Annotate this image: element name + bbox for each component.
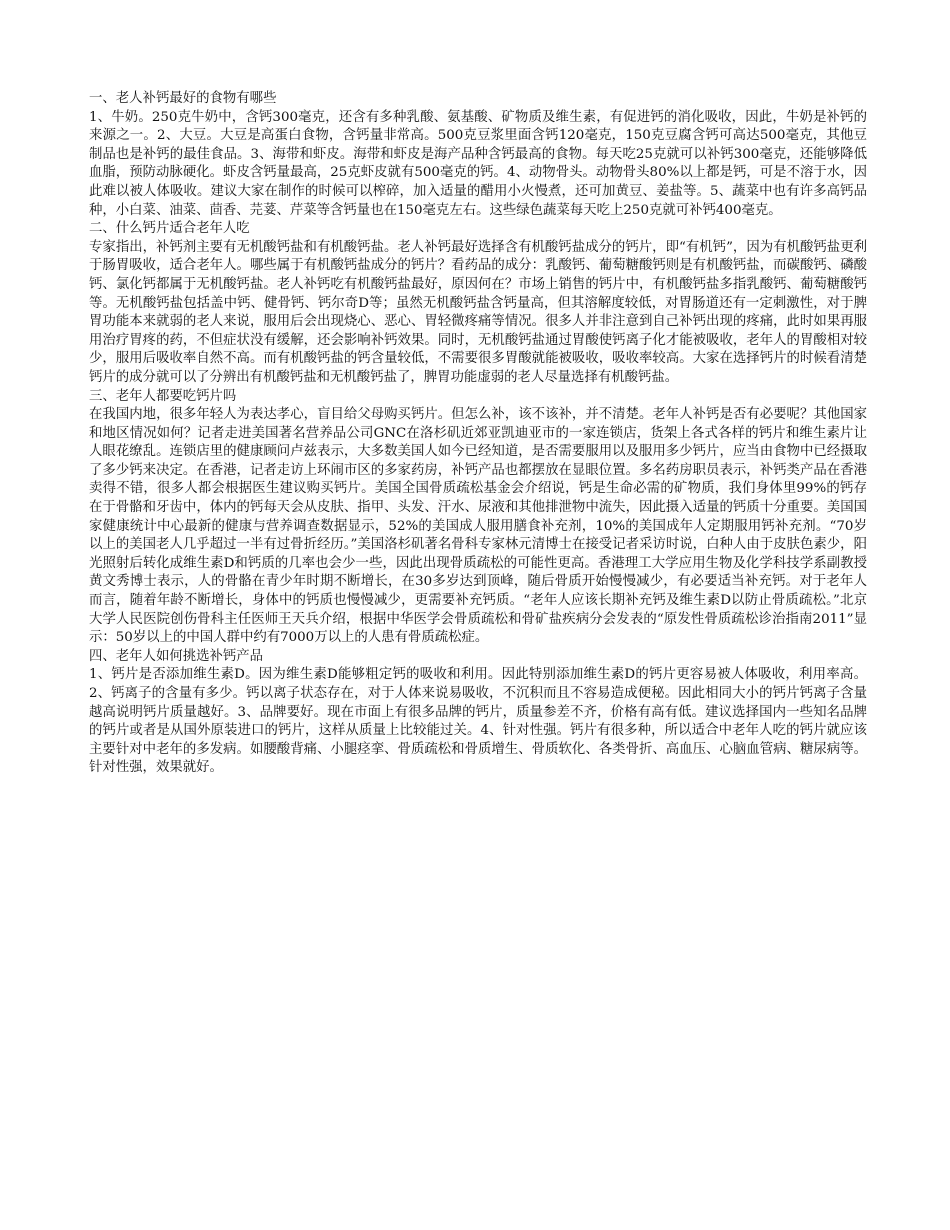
section-choose-products [89,648,867,778]
section-need-tablets [89,388,867,648]
section-paragraph: 1、牛奶。250克牛奶中，含钙300毫克，还含有多种乳酸、氨基酸、矿物质及维生素，有促进钙的消化吸收，因此，牛奶是补钙的来源之一。2、大豆。大豆是高蛋白食物，含钙量非常高。500克豆浆里面含钙120毫克，150克豆腐含钙可高达500毫克，其他豆制品也是补钙的最佳食品。3、海带和虾皮。海带和虾皮是海产品种含钙最高的食物。每天吃25克就可以补钙300毫克，还能够降低血脂，预防动脉硬化。虾皮含钙量最高，25克虾皮就有500毫克的钙。4、动物骨头。动物骨头80%以上都是钙，可是不溶于水，因此难以被人体吸收。建议大家在制作的时候可以榨碎，加入适量的醋用小火慢煮，还可加黄豆、姜盐等。5、蔬菜中也有许多高钙品种，小白菜、油菜、茴香、芫荽、芹菜等含钙量也在150毫克左右。这些绿色蔬菜每天吃上250克就可补钙400毫克。 [89,109,867,218]
section-heading: 二、什么钙片适合老年人吃 [89,221,250,237]
section-heading: 三、老年人都要吃钙片吗 [89,388,237,404]
section-paragraph: 专家指出，补钙剂主要有无机酸钙盐和有机酸钙盐。老人补钙最好选择含有机酸钙盐成分的钙片，即“有机钙”，因为有机酸钙盐更利于肠胃吸收，适合老年人。哪些属于有机酸钙盐成分的钙片？看药品的成分：乳酸钙、葡萄糖酸钙则是有机酸钙盐，而碳酸钙、磷酸钙、氯化钙都属于无机酸钙盐。老人补钙吃有机酸钙盐最好，原因何在？市场上销售的钙片中，有机酸钙盐多指乳酸钙、葡萄糖酸钙等。无机酸钙盐包括盖中钙、健骨钙、钙尔奇D等；虽然无机酸钙盐含钙量高，但其溶解度较低，对胃肠道还有一定刺激性，对于脾胃功能本来就弱的老人来说，服用后会出现烧心、恶心、胃轻微疼痛等情况。很多人并非注意到自己补钙出现的疼痛，此时如果再服用治疗胃疼的药，不但症状没有缓解，还会影响补钙效果。同时，无机酸钙盐通过胃酸使钙离子化才能被吸收，老年人的胃酸相对较少，服用后吸收率自然不高。而有机酸钙盐的钙含量较低，不需要很多胃酸就能被吸收，吸收率较高。大家在选择钙片的时候看清楚钙片的成分就可以了分辨出有机酸钙盐和无机酸钙盐了，脾胃功能虚弱的老人尽量选择有机酸钙盐。 [89,239,867,385]
section-heading: 一、老人补钙最好的食物有哪些 [89,91,277,106]
section-paragraph: 在我国内地，很多年轻人为表达孝心，盲目给父母购买钙片。但怎么补，该不该补，并不清楚。老年人补钙是否有必要呢？其他国家和地区情况如何？记者走进美国著名营养品公司GNC在洛杉矶近郊亚凯迪亚市的一家连锁店，货架上各式各样的钙片和维生素片让人眼花缭乱。连锁店里的健康顾问卢兹表示，大多数美国人如今已经知道，是否需要服用以及服用多少钙片，应当由食物中已经摄取了多少钙来决定。在香港，记者走访上环闹市区的多家药房，补钙产品也都摆放在显眼位置。多名药房职员表示，补钙类产品在香港卖得不错，很多人都会根据医生建议购买钙片。美国全国骨质疏松基金会介绍说，钙是生命必需的矿物质，我们身体里99%的钙存在于骨骼和牙齿中，体内的钙每天会从皮肤、指甲、头发、汗水、尿液和其他排泄物中流失，因此摄入适量的钙质十分重要。美国国家健康统计中心最新的健康与营养调查数据显示，52%的美国成人服用膳食补充剂，10%的美国成年人定期服用钙补充剂。“70岁以上的美国老人几乎超过一半有过骨折经历。”美国洛杉矶著名骨科专家林元清博士在接受记者采访时说，白种人由于皮肤色素少，阳光照射后转化成维生素D和钙质的几率也会少一些，因此出现骨质疏松的可能性更高。香港理工大学应用生物及化学科技学系副教授黄文秀博士表示，人的骨骼在青少年时期不断增长，在30多岁达到顶峰，随后骨质开始慢慢减少，有必要适当补充钙。对于老年人而言，随着年龄不断增长，身体中的钙质也慢慢减少，更需要补充钙质。“老年人应该长期补充钙及维生素D以防止骨质疏松。”北京大学人民医院创伤骨科主任医师王天兵介绍，根据中华医学会骨质疏松和骨矿盐疾病分会发表的“原发性骨质疏松诊治指南2011”显示：50岁以上的中国人群中约有7000万以上的人患有骨质疏松症。 [89,407,867,646]
document-body [89,90,867,778]
section-calcium-tablets [89,220,867,387]
section-foods [89,90,867,220]
section-heading: 四、老年人如何挑选补钙产品 [89,648,264,664]
section-paragraph: 1、钙片是否添加维生素D。因为维生素D能够粗定钙的吸收和利用。因此特别添加维生素D的钙片更容易被人体吸收，利用率高。2、钙离子的含量有多少。钙以离子状态存在，对于人体来说易吸收，不沉积而且不容易造成便秘。因此相同大小的钙片钙离子含量越高说明钙片质量越好。3、品牌要好。现在市面上有很多品牌的钙片，质量参差不齐，价格有高有低。建议选择国内一些知名品牌的钙片或者是从国外原装进口的钙片，这样从质量上比较能过关。4、针对性强。钙片有很多种，所以适合中老年人吃的钙片就应该主要针对中老年的多发病。如腰酸背痛、小腿痉挛、骨质疏松和骨质增生、骨质软化、各类骨折、高血压、心脑血管病、糖尿病等。针对性强，效果就好。 [89,667,867,776]
